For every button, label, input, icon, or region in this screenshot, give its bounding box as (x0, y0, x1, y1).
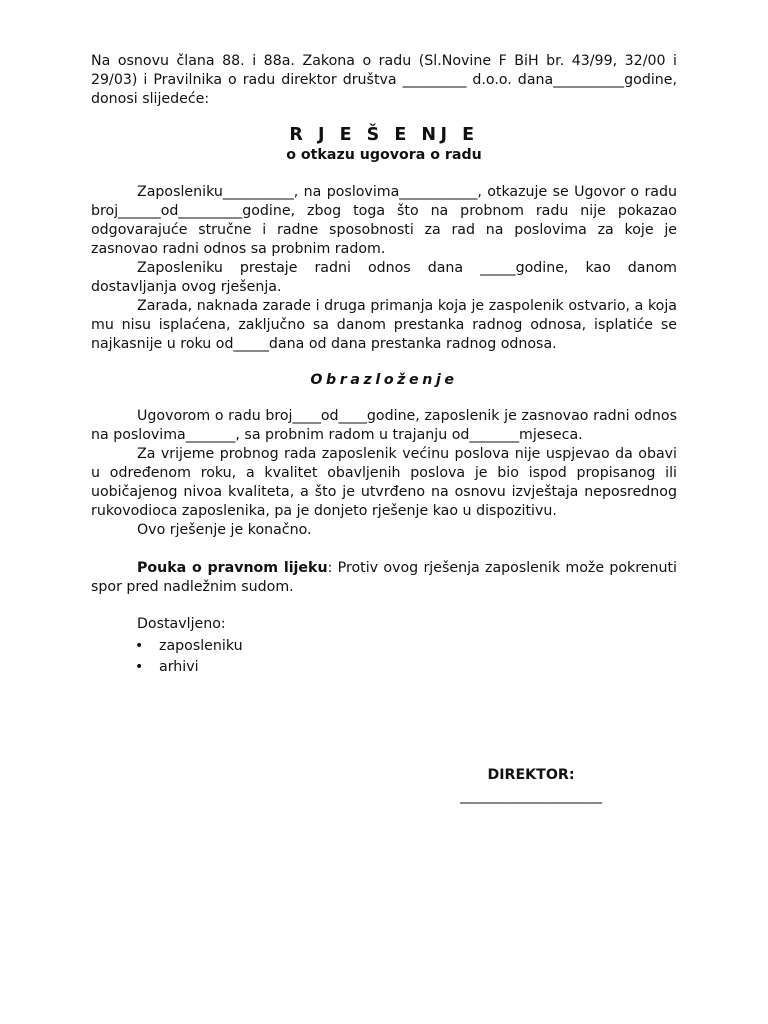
reasoning-heading: Obrazloženje (310, 372, 458, 388)
document-title: R J E Š E NJ E (289, 125, 479, 145)
reasoning-paragraph-1: Ugovorom o radu broj____od____godine, zaposlenik je zasnovao radni odnos na poslovima_______, sa probnim radom u trajanju od_______mjeseca. (91, 408, 677, 443)
reasoning-paragraph-3: Ovo rješenje je konačno. (137, 522, 312, 538)
legal-notice (91, 559, 677, 597)
intro-paragraph: Na osnovu člana 88. i 88a. Zakona o radu (Sl.Novine F BiH br. 43/99, 32/00 i 29/03) i Pravilnika o radu direktor društva _________ d.o.o. dana__________godine, donosi slijedeće: (91, 53, 677, 107)
director-label: DIREKTOR: (487, 767, 575, 783)
document-body (91, 52, 677, 677)
list-item (135, 636, 677, 657)
list-item (135, 657, 677, 678)
recipients-list (91, 636, 677, 677)
bullet-icon: • (135, 638, 144, 654)
legal-notice-text: : Protiv ovog rješenja zaposlenik može pokrenuti spor pred nadležnim sudom. (91, 560, 677, 595)
decision-paragraph-1: Zaposleniku__________, na poslovima___________, otkazuje se Ugovor o radu broj______od_________godine, zbog toga što na probnom radu nije pokazao odgovarajuće stručne i radne sposobnosti za rad na poslovima za koje je zasnovao radni odnos sa probnim radom. (91, 184, 677, 257)
delivered-label: Dostavljeno: (137, 616, 226, 632)
legal-notice-label: Pouka o pravnom lijeku (137, 560, 328, 576)
document-subtitle: o otkazu ugovora o radu (286, 147, 482, 163)
decision-paragraph-3: Zarada, naknada zarade i druga primanja koja je zaspolenik ostvario, a koja mu nisu isplaćena, zaključno sa danom prestanka radnog odnosa, isplatiće se najkasnije u roku od_____dana od dana prestanka radnog odnosa. (91, 298, 677, 352)
signature-line: ____________________ (460, 788, 602, 804)
recipient-label: zaposleniku (159, 638, 243, 654)
signature-block (456, 766, 606, 806)
reasoning-paragraph-2: Za vrijeme probnog rada zaposlenik većinu poslova nije uspjevao da obavi u određenom roku, a kvalitet obavljenih poslova je bio ispod propisanog ili uobičajenog nivoa kvaliteta, a što je utvrđeno na osnovu izvještaja neposrednog rukovodioca zaposlenika, pa je donjeto rješenje kao u dispozitivu. (91, 446, 677, 519)
recipient-label: arhivi (159, 658, 199, 675)
bullet-icon: • (135, 658, 144, 675)
decision-paragraph-2: Zaposleniku prestaje radni odnos dana _____godine, kao danom dostavljanja ovog rješenja. (91, 260, 677, 295)
